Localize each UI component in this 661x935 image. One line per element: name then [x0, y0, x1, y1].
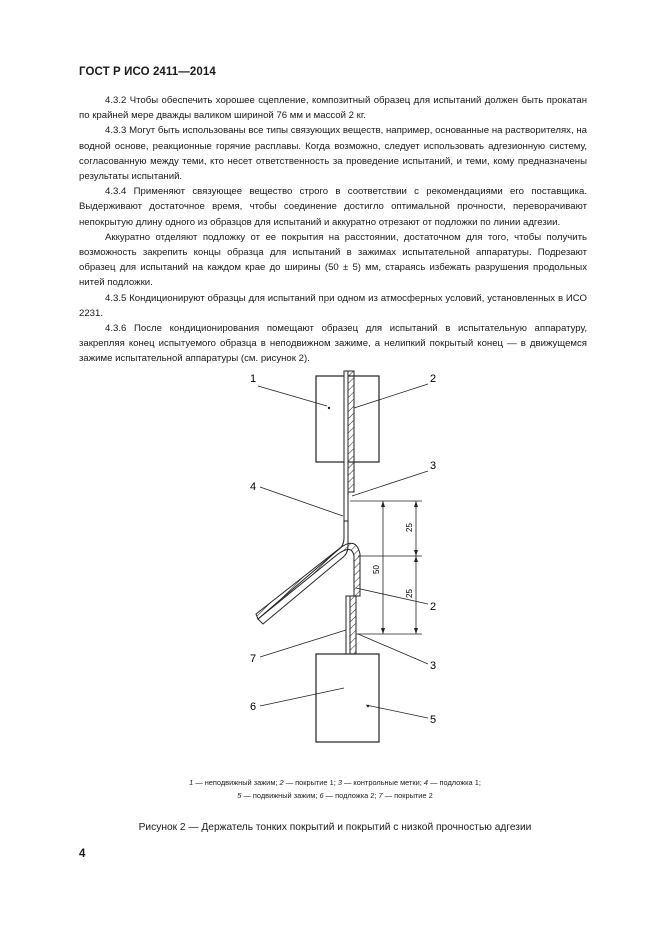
page-number: 4 [79, 848, 86, 860]
fixed-clamp-dot [328, 407, 330, 409]
substrate-1 [344, 371, 348, 521]
movable-clamp [316, 654, 379, 742]
paragraph-4-3-4: 4.3.4 Применяют связующее вещество строго в соответствии с рекомендациями его поставщика. Выдерживают достаточное время, чтобы соединение достигло оптимальной прочности, переворачивают непокрытую длину одного из образцов для испытаний и аккуратно отрезают от подложки по линии адгезии. [79, 186, 587, 228]
callout-1: 1 [250, 373, 257, 385]
callout-3-bottom: 3 [430, 660, 437, 672]
figure-title: Рисунок 2 — Держатель тонких покрытий и покрытий с низкой прочностью адгезии [138, 822, 532, 833]
paragraph-separation: Аккуратно отделяют подложку от ее покрытия на расстоянии, достаточном для того, чтобы получить возможность закрепить концы образца для испытаний в зажимах испытательной аппаратуры. Подрезают образец для испытаний на каждом крае до ширины (50 ± 5) мм, стараясь избежать разрушения продольных нитей подложки. [79, 231, 587, 289]
paragraph-4-3-3: 4.3.3 Могут быть использованы все типы связующих веществ, например, основанные на растворителях, на водной основе, реакционные горячие расплавы. Когда возможно, следует использовать адгезионную систему, согласованную между теми, кто несет ответственность за проведение испытаний, и теми, кому предназначены результаты испытаний. [79, 125, 587, 183]
dimension-25-lower: 25 [405, 589, 414, 598]
document-header: ГОСТ Р ИСО 2411—2014 [79, 66, 216, 78]
callout-6: 6 [250, 701, 257, 713]
dimension-25-upper: 25 [405, 523, 414, 532]
callout-2-bottom: 2 [430, 601, 437, 613]
callout-5: 5 [430, 714, 437, 726]
callout-3-top: 3 [430, 460, 437, 472]
coating-1-top [348, 371, 354, 492]
body-text [79, 93, 587, 367]
callout-2-top: 2 [430, 373, 437, 385]
paragraph-4-3-6: 4.3.6 После кондиционирования помещают образец для испытаний в испытательную аппаратуру, закрепляя конец испытуемого образца в неподвижном зажиме, а нелипкий покрытый конец — в движущемся зажиме испытательной аппаратуры (см. рисунок 2). [79, 323, 587, 365]
figure-legend: 1 — неподвижный зажим; 2 — покрытие 1; 3 — контрольные метки; 4 — подложка 1; 5 — подвижный зажим; 6 — подложка 2; 7 — покрытие 2 [189, 778, 481, 800]
paragraph-4-3-2: 4.3.2 Чтобы обеспечить хорошее сцепление, композитный образец для испытаний должен быть прокатан по крайней мере дважды валиком шириной 76 мм и массой 2 кг. [79, 95, 587, 122]
paragraph-4-3-5: 4.3.5 Кондиционируют образцы для испытаний при одном из атмосферных условий, установленных в ИСО 2231. [79, 292, 587, 319]
callout-4: 4 [250, 481, 257, 493]
callout-7: 7 [250, 653, 257, 665]
figure-2-diagram [238, 366, 438, 756]
dimension-50: 50 [372, 565, 381, 574]
